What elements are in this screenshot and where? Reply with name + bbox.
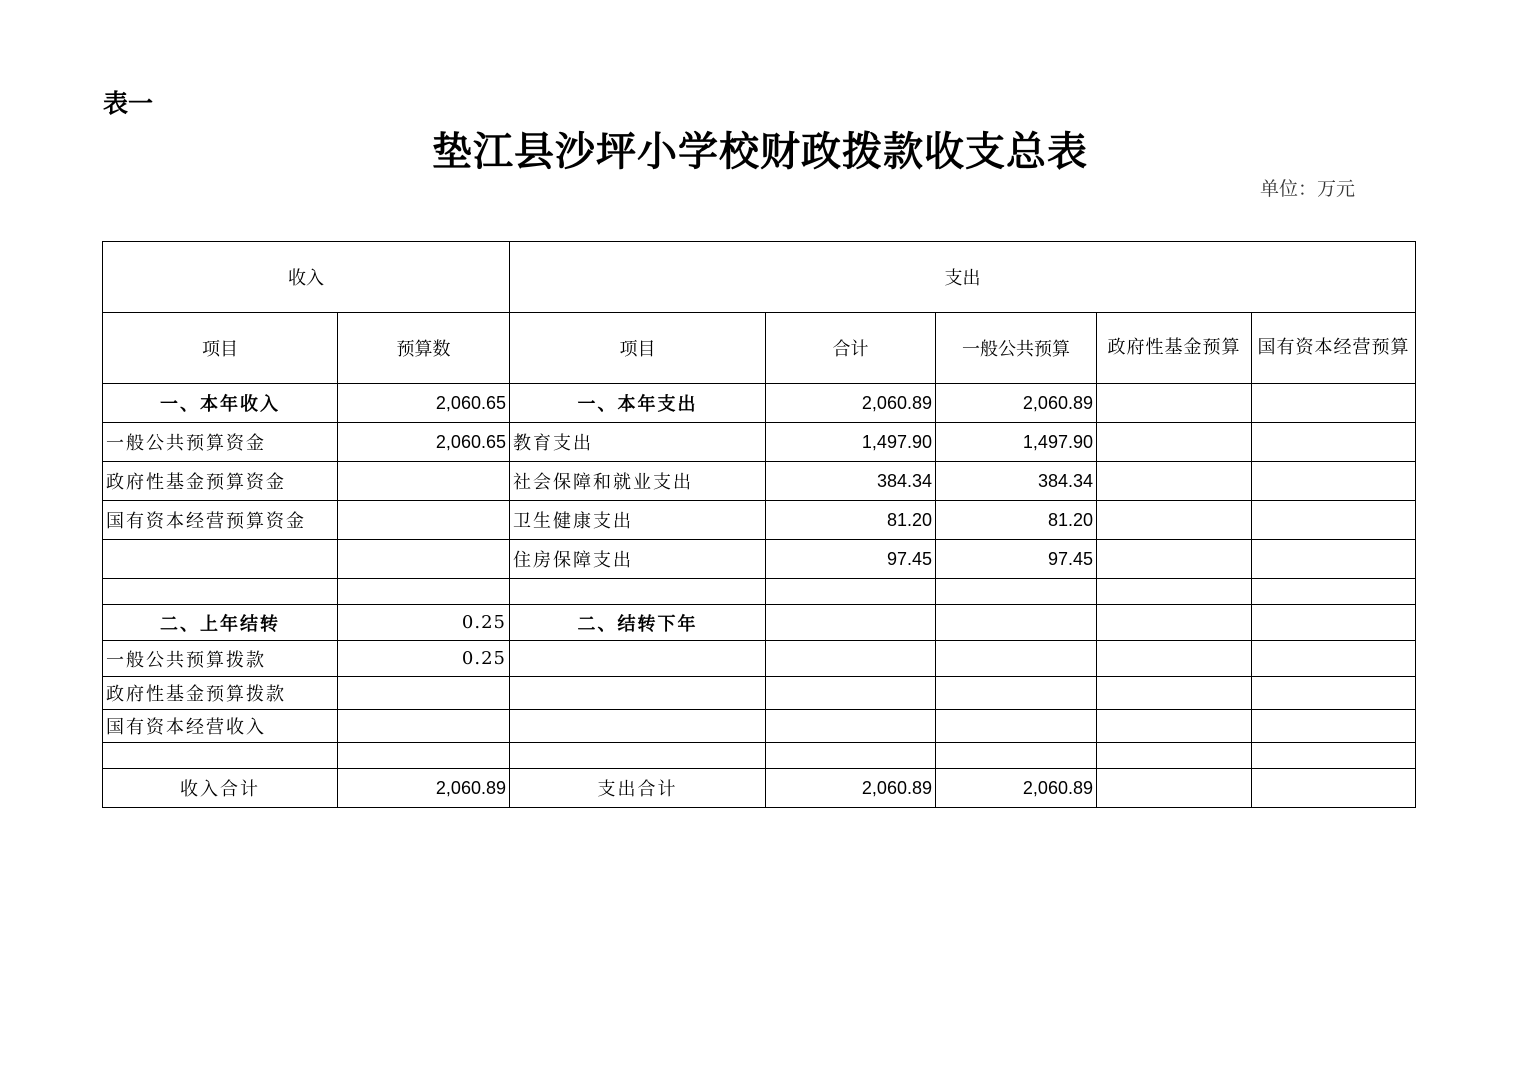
table-row bbox=[103, 462, 1416, 501]
state-capital-total-value bbox=[1252, 769, 1416, 808]
income-budget-cell: 2,060.65 bbox=[338, 384, 510, 423]
expense-item-cell bbox=[510, 641, 766, 677]
total-header: 合计 bbox=[766, 313, 936, 384]
general-cell: 384.34 bbox=[936, 462, 1097, 501]
table-row bbox=[103, 579, 1416, 605]
income-budget-cell bbox=[338, 579, 510, 605]
state-capital-cell bbox=[1252, 605, 1416, 641]
income-item-cell: 政府性基金预算拨款 bbox=[103, 677, 338, 710]
income-item-cell: 二、上年结转 bbox=[103, 605, 338, 641]
state-capital-cell bbox=[1252, 710, 1416, 743]
table-row bbox=[103, 384, 1416, 423]
table-row bbox=[103, 641, 1416, 677]
table-row bbox=[103, 677, 1416, 710]
state-capital-cell bbox=[1252, 677, 1416, 710]
general-cell: 1,497.90 bbox=[936, 423, 1097, 462]
income-item-cell: 政府性基金预算资金 bbox=[103, 462, 338, 501]
total-cell bbox=[766, 641, 936, 677]
income-budget-cell bbox=[338, 710, 510, 743]
expense-item-cell: 一、本年支出 bbox=[510, 384, 766, 423]
income-item-cell: 一般公共预算拨款 bbox=[103, 641, 338, 677]
general-budget-header: 一般公共预算 bbox=[936, 313, 1097, 384]
income-budget-cell bbox=[338, 743, 510, 769]
table-label: 表一 bbox=[103, 89, 154, 118]
income-item-cell bbox=[103, 743, 338, 769]
state-capital-budget-header: 国有资本经营预算 bbox=[1252, 313, 1416, 384]
general-cell bbox=[936, 743, 1097, 769]
income-budget-cell bbox=[338, 501, 510, 540]
income-total-label: 收入合计 bbox=[103, 769, 338, 808]
general-cell bbox=[936, 677, 1097, 710]
state-capital-cell bbox=[1252, 501, 1416, 540]
expense-item-cell: 教育支出 bbox=[510, 423, 766, 462]
table-row bbox=[103, 605, 1416, 641]
gov-fund-cell bbox=[1097, 384, 1252, 423]
gov-fund-cell bbox=[1097, 641, 1252, 677]
general-cell bbox=[936, 605, 1097, 641]
gov-fund-cell bbox=[1097, 579, 1252, 605]
state-capital-cell bbox=[1252, 579, 1416, 605]
totals-row bbox=[103, 769, 1416, 808]
income-budget-cell bbox=[338, 677, 510, 710]
total-cell: 2,060.89 bbox=[766, 384, 936, 423]
column-header-row bbox=[103, 313, 1416, 384]
expense-item-cell: 住房保障支出 bbox=[510, 540, 766, 579]
total-cell bbox=[766, 710, 936, 743]
state-capital-cell bbox=[1252, 384, 1416, 423]
unit-label: 单位：万元 bbox=[1260, 178, 1356, 200]
table-row bbox=[103, 743, 1416, 769]
total-cell bbox=[766, 743, 936, 769]
total-cell: 384.34 bbox=[766, 462, 936, 501]
expense-item-cell bbox=[510, 677, 766, 710]
expense-item-header: 项目 bbox=[510, 313, 766, 384]
expense-total-label: 支出合计 bbox=[510, 769, 766, 808]
fiscal-summary-table bbox=[102, 241, 1416, 808]
state-capital-cell bbox=[1252, 462, 1416, 501]
group-header-row bbox=[103, 242, 1416, 313]
income-total-value: 2,060.89 bbox=[338, 769, 510, 808]
general-cell bbox=[936, 579, 1097, 605]
state-capital-cell bbox=[1252, 423, 1416, 462]
expense-item-cell: 卫生健康支出 bbox=[510, 501, 766, 540]
expense-item-cell: 社会保障和就业支出 bbox=[510, 462, 766, 501]
state-capital-cell bbox=[1252, 641, 1416, 677]
income-item-cell: 一、本年收入 bbox=[103, 384, 338, 423]
general-cell bbox=[936, 710, 1097, 743]
gov-fund-total-value bbox=[1097, 769, 1252, 808]
income-item-cell: 一般公共预算资金 bbox=[103, 423, 338, 462]
gov-fund-cell bbox=[1097, 605, 1252, 641]
total-cell: 81.20 bbox=[766, 501, 936, 540]
income-item-header: 项目 bbox=[103, 313, 338, 384]
table-row bbox=[103, 501, 1416, 540]
expense-group-header: 支出 bbox=[510, 242, 1416, 313]
income-budget-cell bbox=[338, 462, 510, 501]
expense-total-value: 2,060.89 bbox=[766, 769, 936, 808]
income-budget-header: 预算数 bbox=[338, 313, 510, 384]
general-cell: 2,060.89 bbox=[936, 384, 1097, 423]
general-total-value: 2,060.89 bbox=[936, 769, 1097, 808]
income-budget-cell: 0.25 bbox=[338, 605, 510, 641]
total-cell bbox=[766, 579, 936, 605]
gov-fund-cell bbox=[1097, 710, 1252, 743]
income-budget-cell: 0.25 bbox=[338, 641, 510, 677]
total-cell bbox=[766, 605, 936, 641]
income-item-cell: 国有资本经营收入 bbox=[103, 710, 338, 743]
state-capital-cell bbox=[1252, 540, 1416, 579]
state-capital-cell bbox=[1252, 743, 1416, 769]
total-cell bbox=[766, 677, 936, 710]
gov-fund-cell bbox=[1097, 501, 1252, 540]
expense-item-cell bbox=[510, 710, 766, 743]
expense-item-cell bbox=[510, 743, 766, 769]
income-item-cell bbox=[103, 540, 338, 579]
gov-fund-cell bbox=[1097, 540, 1252, 579]
general-cell: 97.45 bbox=[936, 540, 1097, 579]
income-budget-cell bbox=[338, 540, 510, 579]
table-row bbox=[103, 710, 1416, 743]
gov-fund-cell bbox=[1097, 743, 1252, 769]
general-cell: 81.20 bbox=[936, 501, 1097, 540]
gov-fund-budget-header: 政府性基金预算 bbox=[1097, 313, 1252, 384]
gov-fund-cell bbox=[1097, 462, 1252, 501]
income-budget-cell: 2,060.65 bbox=[338, 423, 510, 462]
gov-fund-cell bbox=[1097, 423, 1252, 462]
total-cell: 1,497.90 bbox=[766, 423, 936, 462]
income-group-header: 收入 bbox=[103, 242, 510, 313]
table-row bbox=[103, 423, 1416, 462]
expense-item-cell: 二、结转下年 bbox=[510, 605, 766, 641]
general-cell bbox=[936, 641, 1097, 677]
income-item-cell: 国有资本经营预算资金 bbox=[103, 501, 338, 540]
gov-fund-cell bbox=[1097, 677, 1252, 710]
table-row bbox=[103, 540, 1416, 579]
expense-item-cell bbox=[510, 579, 766, 605]
total-cell: 97.45 bbox=[766, 540, 936, 579]
document-title: 垫江县沙坪小学校财政拨款收支总表 bbox=[432, 128, 1088, 175]
income-item-cell bbox=[103, 579, 338, 605]
